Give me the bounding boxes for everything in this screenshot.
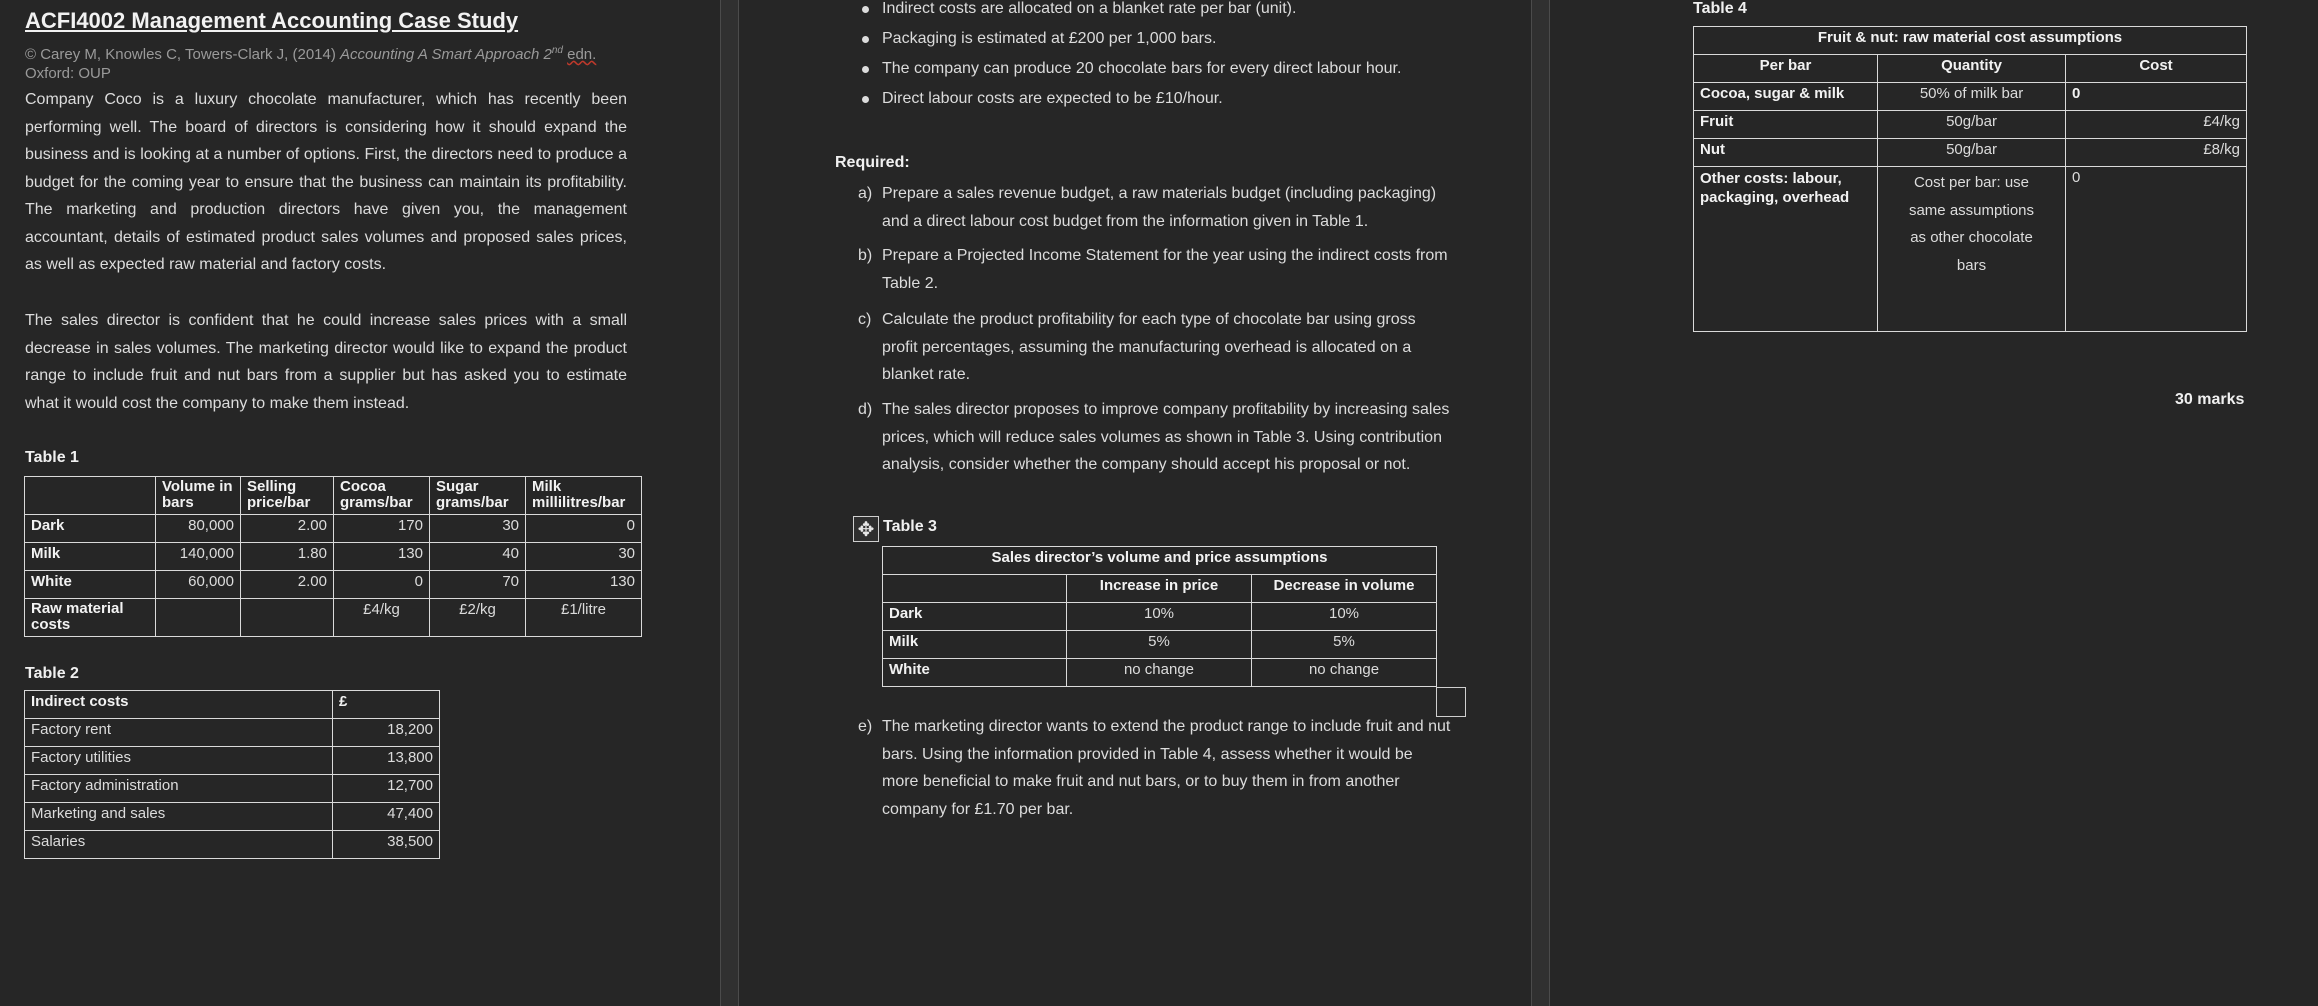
- citation: © Carey M, Knowles C, Towers-Clark J, (2014) Accounting A Smart Approach 2nd edn. Oxford: OUP: [25, 45, 597, 82]
- page-gutter-right: [1531, 0, 1549, 1006]
- table4: [1693, 26, 2247, 332]
- table-row: Dark 80,000 2.00 170 30 0: [25, 515, 642, 543]
- bullet-icon: [862, 36, 869, 43]
- table1-header: Sugar grams/bar: [430, 477, 526, 515]
- bullet-item: The company can produce 20 chocolate bars for every direct labour hour.: [882, 60, 1402, 77]
- question-e: e) The marketing director wants to extend the product range to include fruit and nut bars. Using the information provided in Table 4, assess whether it would be more beneficial to make fruit and nut bars, or to buy them in from another company for £1.70 per bar.: [858, 718, 1451, 818]
- table-row: Marketing and sales 47,400: [25, 803, 440, 831]
- table-row: Salaries 38,500: [25, 831, 440, 859]
- bullet-item: Direct labour costs are expected to be £10/hour.: [882, 90, 1223, 107]
- table4-title: Fruit & nut: raw material cost assumptions: [1694, 27, 2247, 55]
- page-gutter-left: [720, 0, 738, 1006]
- table-row: Fruit 50g/bar £4/kg: [1694, 111, 2247, 139]
- table4-header: Quantity: [1878, 55, 2066, 83]
- bullet-icon: [862, 66, 869, 73]
- table-row: Raw material costs £4/kg £2/kg £1/litre: [25, 599, 642, 637]
- table-row: Cocoa, sugar & milk 50% of milk bar 0: [1694, 83, 2247, 111]
- table-row: Factory utilities 13,800: [25, 747, 440, 775]
- page-edge: [1549, 0, 1550, 1006]
- table1: [24, 476, 642, 637]
- table1-header: [25, 477, 156, 515]
- table4-header: Per bar: [1694, 55, 1878, 83]
- table-row: Milk 140,000 1.80 130 40 30: [25, 543, 642, 571]
- total-marks: 30 marks: [2175, 391, 2245, 408]
- table2-header: Indirect costs: [25, 691, 333, 719]
- question-d: d) The sales director proposes to improve company profitability by increasing sales prices, which will reduce sales volumes as shown in Table 3. Using contribution analysis, consider whether the company should accept his proposal or not.: [858, 401, 1450, 473]
- required-heading: Required:: [835, 154, 910, 171]
- document-title: ACFI4002 Management Accounting Case Study: [25, 8, 519, 33]
- table1-header: Milk millilitres/bar: [526, 477, 642, 515]
- question-b: b) Prepare a Projected Income Statement for the year using the indirect costs from Table 2.: [858, 247, 1448, 292]
- table3-title: Sales director’s volume and price assumptions: [883, 547, 1437, 575]
- bullet-icon: [862, 96, 869, 103]
- table1-header: Selling price/bar: [241, 477, 334, 515]
- table-row: Milk 5% 5%: [883, 631, 1437, 659]
- table-move-handle-icon[interactable]: ✥: [853, 516, 879, 542]
- directors-paragraph: The sales director is confident that he could increase sales prices with a small decrease in sales volumes. The marketing director would like to expand the product range to include fruit and nut bars from a supplier but has asked you to estimate what it would cost the company to make them instead.: [25, 312, 627, 412]
- page-edge: [720, 0, 721, 1006]
- table1-header: Volume in bars: [156, 477, 241, 515]
- table2-header: £: [333, 691, 440, 719]
- table2: [24, 690, 440, 859]
- question-a: a) Prepare a sales revenue budget, a raw materials budget (including packaging) and a direct labour cost budget from the information given in Table 1.: [858, 185, 1437, 230]
- table4-header: Cost: [2066, 55, 2247, 83]
- table-row: Dark 10% 10%: [883, 603, 1437, 631]
- table-row: Factory rent 18,200: [25, 719, 440, 747]
- intro-paragraph: Company Coco is a luxury chocolate manufacturer, which has recently been performing well. The board of directors is considering how it should expand the business and is looking at a number of options. First, the directors need to produce a budget for the coming year to ensure that the business can maintain its profitability. The marketing and production directors have given you, the management accountant, details of estimated product sales volumes and proposed sales prices, as well as expected raw material and factory costs.: [25, 91, 627, 273]
- table1-header: Cocoa grams/bar: [334, 477, 430, 515]
- table3-header: Increase in price: [1067, 575, 1252, 603]
- table2-label: Table 2: [25, 665, 79, 682]
- table-row: White 60,000 2.00 0 70 130: [25, 571, 642, 599]
- table-row: Factory administration 12,700: [25, 775, 440, 803]
- page-edge: [738, 0, 739, 1006]
- table4-label: Table 4: [1693, 0, 1747, 17]
- table3-header: Decrease in volume: [1252, 575, 1437, 603]
- table-row: White no change no change: [883, 659, 1437, 687]
- table1-label: Table 1: [25, 449, 79, 466]
- bullet-item: Indirect costs are allocated on a blanket rate per bar (unit).: [882, 0, 1297, 17]
- page-edge: [1531, 0, 1532, 1006]
- question-c: c) Calculate the product profitability for each type of chocolate bar using gross profit percentages, assuming the manufacturing overhead is allocated on a blanket rate.: [858, 311, 1416, 383]
- table-row: Other costs: labour, packaging, overhead Cost per bar: use same assumptions as other chocolate bars 0: [1694, 167, 2247, 332]
- table3-label: Table 3: [883, 518, 937, 535]
- bullet-item: Packaging is estimated at £200 per 1,000 bars.: [882, 30, 1217, 47]
- table3: [882, 546, 1437, 687]
- table3-header: [883, 575, 1067, 603]
- bullet-icon: [862, 6, 869, 13]
- table-row: Nut 50g/bar £8/kg: [1694, 139, 2247, 167]
